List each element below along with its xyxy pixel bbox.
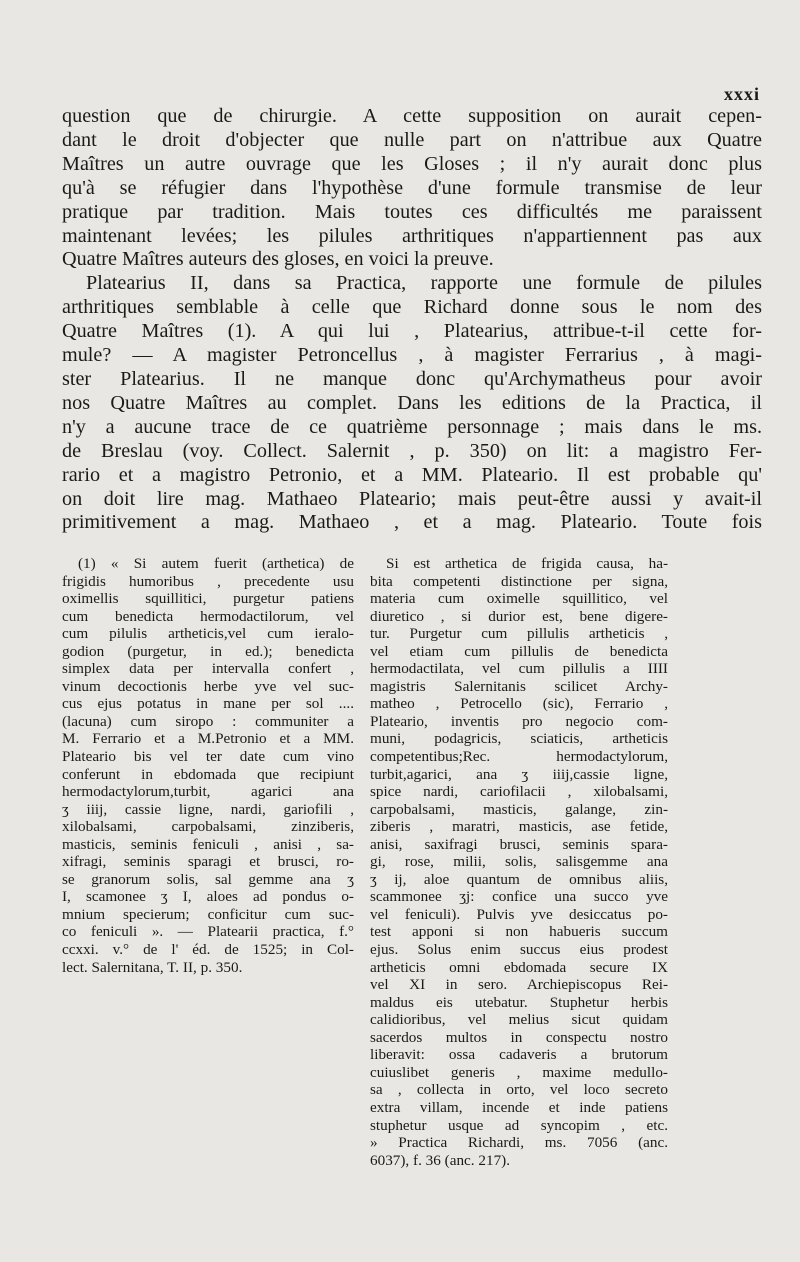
footnote-line: maldus eis utebatur. Stuphetur herbis	[370, 993, 668, 1011]
main-line: Quatre Maîtres (1). A qui lui , Platearius, attribue-t-il cette for-	[62, 320, 762, 343]
footnote-line: Si est arthetica de frigida causa, ha-	[386, 555, 668, 572]
main-line: nos Quatre Maîtres au complet. Dans les editions de la Practica, il	[62, 391, 762, 414]
footnote-line: materia cum oximelle squillitico, vel	[370, 590, 668, 608]
footnote-line: stuphetur usque ad syncopim , etc.	[370, 1116, 668, 1134]
footnote-line: lect. Salernitana, T. II, p. 350.	[62, 958, 243, 976]
main-line: rario et a magistro Petronio, et a MM. Plateario. Il est probable qu'	[62, 463, 762, 486]
footnote-line: calidioribus, vel melius sicut quidam	[370, 1011, 668, 1029]
footnote-right-column	[370, 555, 668, 1169]
main-line: arthritiques semblable à celle que Richard donne sous le nom des	[62, 296, 762, 319]
main-line: qu'à se réfugier dans l'hypothèse d'une formule transmise de leur	[62, 176, 762, 199]
footnote-line: vel XI in sero. Archiepiscopus Rei-	[370, 976, 668, 994]
footnote-line: xifragi, seminis sparagi et brusci, ro-	[62, 853, 354, 871]
main-line: Platearius II, dans sa Practica, rapporte une formule de pilules	[86, 272, 762, 295]
footnote-line: scammonee ʒj: confice una succo yve	[370, 888, 668, 906]
footnote-line: artheticis omni ebdomada secure IX	[370, 958, 668, 976]
footnote-line: mnium specierum; conficitur cum suc-	[62, 905, 354, 923]
footnote-line: anisi, saxifragi brusci, seminis spara-	[370, 835, 668, 853]
footnote-line: I, scamonee ʒ I, aloes ad pondus o-	[62, 888, 354, 906]
footnote-line: co feniculi ». — Platearii practica, f.°	[62, 923, 354, 941]
footnote-line: Plateario bis vel ter date cum vino	[62, 748, 354, 766]
footnote-line: magistris Salernitanis scilicet Archy-	[370, 677, 668, 695]
footnote-line: 6037), f. 36 (anc. 217).	[370, 1151, 511, 1169]
main-line: maintenant levées; les pilules arthritiques n'appartiennent pas aux	[62, 224, 762, 247]
footnote-line: conferunt in ebdomada que recipiunt	[62, 765, 354, 783]
footnote-line: cum pilulis artheticis,vel cum ieralo-	[62, 625, 354, 643]
main-line: Quatre Maîtres auteurs des gloses, en voici la preuve.	[62, 248, 494, 271]
footnote-line: cum benedicta hermodactilorum, vel	[62, 607, 354, 625]
main-line: question que de chirurgie. A cette supposition on aurait cepen-	[62, 105, 762, 127]
footnote-line: sa , collecta in orto, vel loco secreto	[370, 1081, 668, 1099]
main-line: pratique par tradition. Mais toutes ces difficultés me paraissent	[62, 200, 762, 223]
footnote-line: ziberis , maratri, masticis, ase fetide,	[370, 818, 668, 836]
main-line: on doit lire mag. Mathaeo Plateario; mais peut-être aussi y avait-il	[62, 487, 762, 510]
footnote-line: hermodactilata, vel cum pillulis a IIII	[370, 660, 668, 678]
footnote-line: (lacuna) cum siropo : communiter a	[62, 712, 354, 730]
footnote-line: matheo , Petrocello (sic), Ferrario ,	[370, 695, 668, 713]
main-text-body	[62, 105, 762, 535]
footnote-line: ejus. Solus enim succus eius prodest	[370, 941, 668, 959]
footnote-line: spice nardi, cariofilacii , xilobalsami,	[370, 783, 668, 801]
footnote-line: se granorum solis, sal gemme ana ʒ	[62, 870, 354, 888]
main-line: Maîtres un autre ouvrage que les Gloses ; il n'y aurait donc plus	[62, 152, 762, 175]
footnote-line: oximellis squillitici, purgetur patiens	[62, 590, 354, 608]
footnote-line: bita competenti distinctione per signa,	[370, 572, 668, 590]
footnote-line: hermodactylorum,turbit, agarici ana	[62, 783, 354, 801]
footnote-line: gi, rose, milii, solis, salisgemme ana	[370, 853, 668, 871]
main-line: mule? — A magister Petroncellus , à magister Ferrarius , à magi-	[62, 344, 762, 367]
page-number: xxxi	[723, 84, 760, 104]
main-line: n'y a aucune trace de ce quatrième personnage ; mais dans le ms.	[62, 415, 762, 438]
footnote-line: vinum decoctionis herbe yve vel suc-	[62, 677, 354, 695]
footnote-line: xilobalsami, carpobalsami, zinziberis,	[62, 818, 354, 836]
main-line: de Breslau (voy. Collect. Salernit , p. 350) on lit: a magistro Fer-	[62, 439, 762, 462]
main-line: dant le droit d'objecter que nulle part on n'attribue aux Quatre	[62, 128, 762, 151]
footnote-line: ʒ iiij, cassie ligne, nardi, gariofili ,	[62, 800, 354, 818]
footnote-line: vel feniculi). Pulvis yve desiccatus po-	[370, 905, 668, 923]
footnote-line: turbit,agarici, ana ʒ iiij,cassie ligne,	[370, 765, 668, 783]
footnote-line: tur. Purgetur cum pillulis artheticis ,	[370, 625, 668, 643]
footnote-line: muni, podagricis, sciaticis, artheticis	[370, 730, 668, 748]
footnote-line: ccxxi. v.° de l' éd. de 1525; in Col-	[62, 941, 354, 959]
footnote-line: diuretico , si durior est, bene digere-	[370, 607, 668, 625]
footnote-left-column	[62, 555, 354, 976]
main-line: primitivement a mag. Mathaeo , et a mag. Plateario. Toute fois	[62, 511, 762, 534]
footnote-line: (1) « Si autem fuerit (arthetica) de	[78, 555, 354, 572]
footnote-line: frigidis humoribus , precedente usu	[62, 572, 354, 590]
footnote-line: masticis, seminis feniculi , anisi , sa-	[62, 835, 354, 853]
footnote-line: » Practica Richardi, ms. 7056 (anc.	[370, 1134, 668, 1152]
footnote-line: cuiuslibet generis , maxime medullo-	[370, 1063, 668, 1081]
footnote-line: cus ejus potatus in mane per sol ....	[62, 695, 354, 713]
footnote-line: competentibus;Rec. hermodactylorum,	[370, 748, 668, 766]
footnote-line: simplex data per intervalla confert ,	[62, 660, 354, 678]
footnote-line: vel etiam cum pillulis de benedicta	[370, 642, 668, 660]
footnote-line: sacerdos multos in conspectu nostro	[370, 1028, 668, 1046]
footnote-line: extra villam, incende et inde patiens	[370, 1098, 668, 1116]
main-line: ster Platearius. Il ne manque donc qu'Archymatheus pour avoir	[62, 367, 762, 390]
footnote-line: Plateario, inventis pro negocio com-	[370, 712, 668, 730]
footnote-line: liberavit: ossa cadaveris a brutorum	[370, 1046, 668, 1064]
footnote-line: M. Ferrario et a M.Petronio et a MM.	[62, 730, 354, 748]
footnote-line: ʒ ij, aloe quantum de omnibus aliis,	[370, 870, 668, 888]
footnote-line: godion (purgetur, in ed.); benedicta	[62, 642, 354, 660]
footnote-line: carpobalsami, masticis, galange, zin-	[370, 800, 668, 818]
footnote-line: test apponi si non habueris succum	[370, 923, 668, 941]
